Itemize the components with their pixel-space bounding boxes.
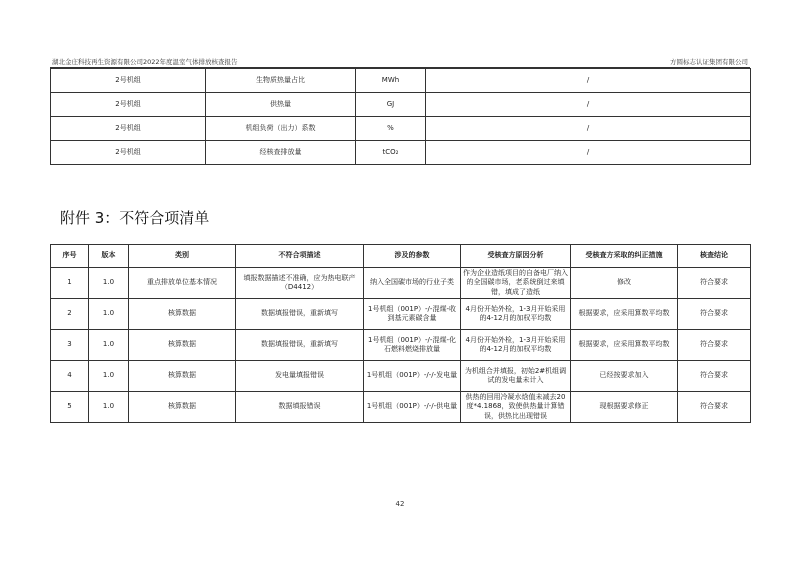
table-row: [51, 69, 751, 93]
table-cell: /: [426, 69, 751, 93]
table-row: [51, 93, 751, 117]
table-cell: 符合要求: [678, 330, 751, 361]
table-cell: %: [356, 117, 426, 141]
table-cell: 2: [51, 299, 89, 330]
table-cell: /: [426, 117, 751, 141]
column-header: 序号: [51, 245, 89, 268]
table-cell: MWh: [356, 69, 426, 93]
column-header: 不符合项描述: [236, 245, 364, 268]
table-cell: 供热量: [206, 93, 356, 117]
table-cell: 现根据要求修正: [571, 392, 678, 423]
table-cell: 3: [51, 330, 89, 361]
table-cell: GJ: [356, 93, 426, 117]
section-title: 附件 3：不符合项清单: [60, 209, 210, 227]
column-header: 受核查方采取的纠正措施: [571, 245, 678, 268]
table-cell: 符合要求: [678, 392, 751, 423]
table-cell: 数据填报错误: [236, 392, 364, 423]
column-header: 核查结论: [678, 245, 751, 268]
table-cell: /: [426, 93, 751, 117]
table-cell: 发电量填报错误: [236, 361, 364, 392]
table-cell: 4月份开始外检，1-3月开始采用的4-12月的加权平均数: [461, 330, 571, 361]
table-cell: 符合要求: [678, 361, 751, 392]
table-cell: 根据要求，应采用算数平均数: [571, 330, 678, 361]
table-cell: 1.0: [89, 330, 129, 361]
column-header: 涉及的参数: [364, 245, 461, 268]
table-cell: 符合要求: [678, 299, 751, 330]
table-cell: 1号机组（001P）-/-/-发电量: [364, 361, 461, 392]
column-header: 类别: [129, 245, 236, 268]
table-cell: 1: [51, 268, 89, 299]
table-cell: 已经按要求加入: [571, 361, 678, 392]
unit-data-table: [50, 68, 751, 165]
table-row: [51, 299, 751, 330]
table-cell: 2号机组: [51, 117, 206, 141]
table-row: [51, 392, 751, 423]
table-cell: 2号机组: [51, 69, 206, 93]
table-cell: 1.0: [89, 268, 129, 299]
table-cell: 作为企业造纸项目的自备电厂纳入的全国碳市场，老系统倒过来填错，填成了造纸: [461, 268, 571, 299]
header-left: 湖北金庄科技再生资源有限公司2022年度温室气体排放核查报告: [52, 58, 238, 66]
table-cell: 1.0: [89, 299, 129, 330]
table-cell: 重点排放单位基本情况: [129, 268, 236, 299]
table-cell: 数据填报错误，重新填写: [236, 330, 364, 361]
table-cell: 2号机组: [51, 93, 206, 117]
table-cell: 核算数据: [129, 299, 236, 330]
table-cell: 数据填报错误，重新填写: [236, 299, 364, 330]
table-cell: 核算数据: [129, 361, 236, 392]
column-header: 受核查方原因分析: [461, 245, 571, 268]
column-header: 版本: [89, 245, 129, 268]
table-row: [51, 117, 751, 141]
table-cell: 生物质热量占比: [206, 69, 356, 93]
table-cell: 纳入全国碳市场的行业子类: [364, 268, 461, 299]
table-cell: 1号机组（001P）-/-混煤-收到基元素碳含量: [364, 299, 461, 330]
table-row: [51, 330, 751, 361]
table-row: [51, 268, 751, 299]
table-cell: 核算数据: [129, 392, 236, 423]
table-cell: 填报数据描述不准确，应为热电联产（D4412）: [236, 268, 364, 299]
table-cell: 4月份开始外检，1-3月开始采用的4-12月的加权平均数: [461, 299, 571, 330]
table-cell: 1.0: [89, 361, 129, 392]
table-cell: 修改: [571, 268, 678, 299]
table-cell: 根据要求，应采用算数平均数: [571, 299, 678, 330]
nonconformity-table: [50, 244, 751, 423]
table-cell: 2号机组: [51, 141, 206, 165]
table-cell: 4: [51, 361, 89, 392]
table-cell: 符合要求: [678, 268, 751, 299]
table-cell: 1.0: [89, 392, 129, 423]
table-cell: 供热的回用冷凝水焓值未减去20度*4.1868，致使供热量计算错误，供热比出现错误: [461, 392, 571, 423]
table-row: [51, 141, 751, 165]
header-right: 方圆标志认证集团有限公司: [670, 58, 748, 66]
table-cell: 机组负荷（出力）系数: [206, 117, 356, 141]
page-number: 42: [395, 500, 405, 508]
table-cell: 1号机组（001P）-/-混煤-化石燃料燃烧排放量: [364, 330, 461, 361]
table-cell: 5: [51, 392, 89, 423]
table-cell: /: [426, 141, 751, 165]
table-cell: 为机组合并填报，初始2#机组调试的发电量未计入: [461, 361, 571, 392]
table-row: [51, 361, 751, 392]
table-cell: 1号机组（001P）-/-/-供电量: [364, 392, 461, 423]
table-header-row: [51, 245, 751, 268]
table-cell: tCO₂: [356, 141, 426, 165]
table-cell: 经核查排放量: [206, 141, 356, 165]
table-cell: 核算数据: [129, 330, 236, 361]
